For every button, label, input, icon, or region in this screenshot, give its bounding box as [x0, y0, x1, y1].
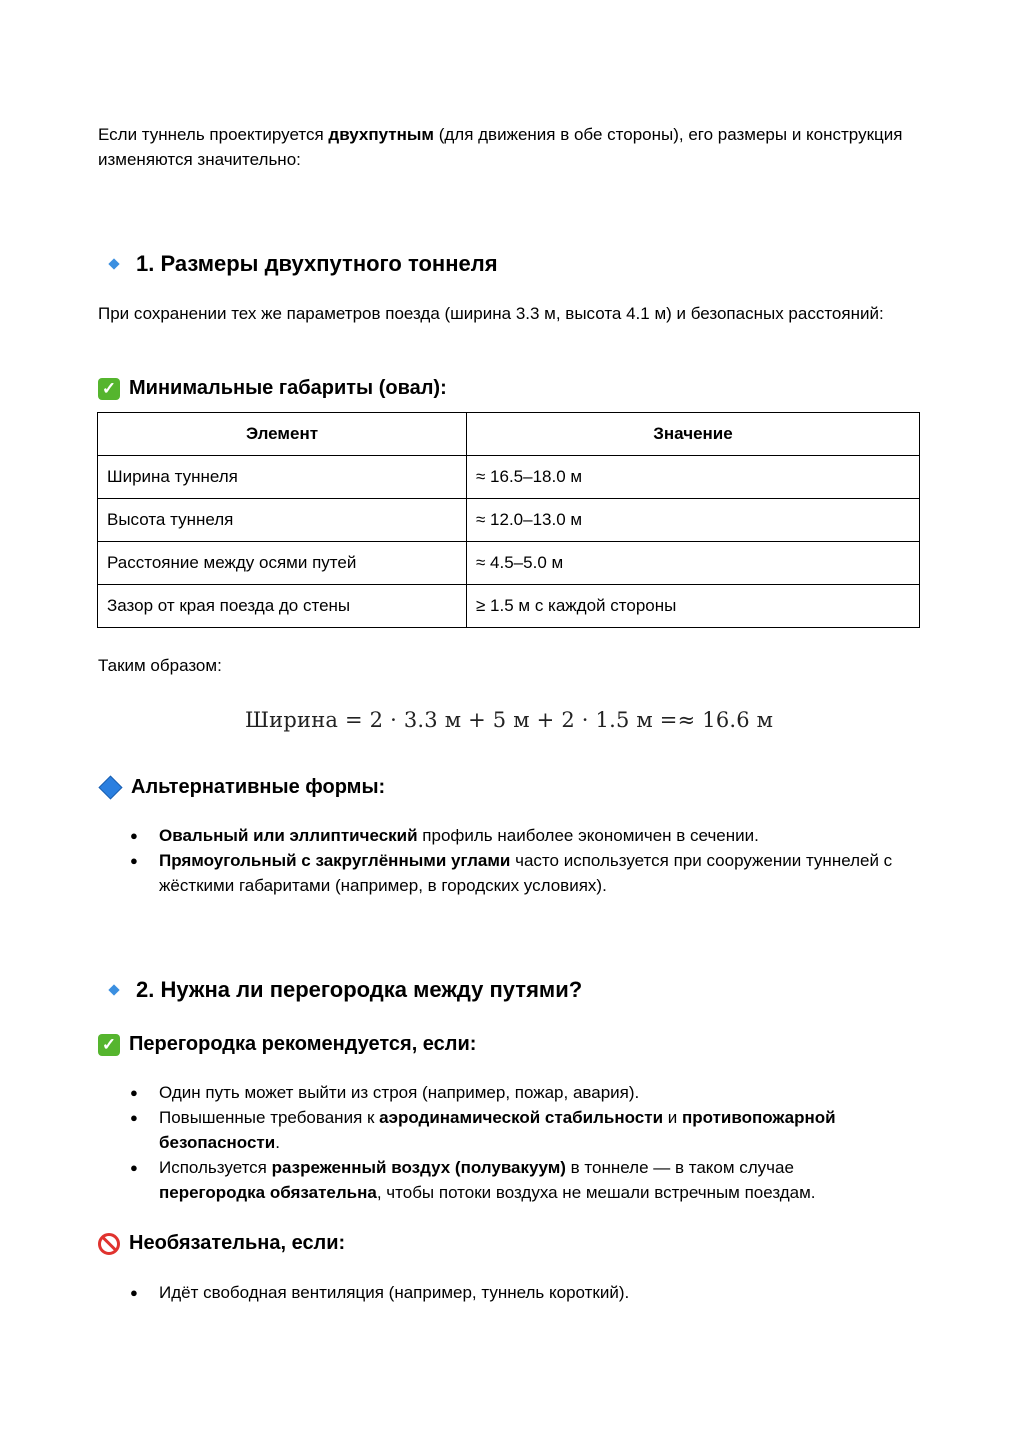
intro-paragraph	[98, 122, 928, 172]
recommended-heading-text: Перегородка рекомендуется, если:	[129, 1033, 477, 1055]
list-item-text: .	[275, 1133, 280, 1152]
dimensions-subheading	[98, 377, 447, 400]
list-item	[98, 848, 898, 898]
table-row	[98, 585, 920, 628]
list-item-text: в тоннеле — в таком случае	[565, 1158, 794, 1177]
dimensions-table	[97, 412, 920, 628]
list-item-text: и	[663, 1108, 682, 1127]
list-item	[98, 1105, 898, 1155]
table-cell: ≥ 1.5 м с каждой стороны	[467, 585, 920, 628]
list-item	[98, 823, 898, 848]
list-item-bold: аэродинамической стабильности	[379, 1108, 664, 1127]
small-blue-diamond-icon	[108, 984, 119, 995]
table-cell: Ширина туннеля	[98, 456, 467, 499]
small-blue-diamond-icon	[108, 258, 119, 269]
table-cell: ≈ 12.0–13.0 м	[467, 499, 920, 542]
table-header-row	[98, 413, 920, 456]
table-cell: Зазор от края поезда до стены	[98, 585, 467, 628]
table-header-cell: Значение	[467, 413, 920, 456]
alternative-forms-heading	[98, 775, 385, 799]
list-item-bold: противопожарной безопасности	[159, 1108, 836, 1152]
alternative-forms-heading-text: Альтернативные формы:	[131, 775, 386, 798]
list-item-text: Один путь может выйти из строя (например, пожар, авария).	[159, 1083, 640, 1102]
dimensions-subheading-text: Минимальные габариты (овал):	[129, 377, 447, 399]
section1-heading	[108, 251, 498, 277]
list-item-bold: разреженный воздух (полувакуум)	[271, 1158, 566, 1177]
list-item-text: Используется	[159, 1158, 272, 1177]
list-item-text: профиль наиболее экономичен в сечении.	[417, 826, 759, 845]
intro-bold: двухпутным	[328, 125, 434, 144]
section2-heading	[108, 977, 582, 1003]
list-item-text: часто используется при сооружении туннелей с жёсткими габаритами (например, в городских условиях).	[159, 851, 893, 895]
intro-text: Если туннель проектируется	[98, 125, 329, 144]
check-mark-icon: ✓	[98, 378, 120, 400]
section2-title: 2. Нужна ли перегородка между путями?	[136, 977, 583, 1002]
optional-list	[98, 1280, 898, 1305]
bullet: ●	[130, 1085, 138, 1100]
list-item	[98, 1155, 898, 1205]
bullet: ●	[130, 828, 138, 843]
recommended-list	[98, 1080, 898, 1205]
check-mark-icon: ✓	[98, 1034, 120, 1056]
intro-text-after: (для движения в обе стороны), его размеры и конструкция изменяются значительно:	[98, 125, 903, 169]
large-blue-diamond-icon	[98, 775, 122, 799]
width-formula: Ширина = 2 · 3.3 м + 5 м + 2 · 1.5 м =≈ 16.6 м	[245, 708, 774, 732]
section1-title: 1. Размеры двухпутного тоннеля	[136, 251, 498, 276]
table-cell: ≈ 16.5–18.0 м	[467, 456, 920, 499]
bullet: ●	[130, 853, 138, 868]
list-item-bold: Овальный или эллиптический	[159, 826, 418, 845]
table-cell: ≈ 4.5–5.0 м	[467, 542, 920, 585]
list-item-text: Повышенные требования к	[159, 1108, 380, 1127]
list-item-text: Идёт свободная вентиляция (например, туннель короткий).	[159, 1283, 630, 1302]
thus-text: Таким образом:	[98, 656, 222, 675]
list-item	[98, 1280, 898, 1305]
optional-heading-text: Необязательна, если:	[129, 1232, 346, 1254]
list-item	[98, 1080, 898, 1105]
alternative-forms-list	[98, 823, 898, 898]
bullet: ●	[130, 1160, 138, 1175]
table-cell: Расстояние между осями путей	[98, 542, 467, 585]
table-row	[98, 499, 920, 542]
table-row	[98, 456, 920, 499]
table-row	[98, 542, 920, 585]
section1-paragraph: При сохранении тех же параметров поезда (ширина 3.3 м, высота 4.1 м) и безопасных расстояний:	[98, 304, 884, 323]
bullet: ●	[130, 1110, 138, 1125]
optional-heading	[98, 1232, 345, 1255]
table-header-cell: Элемент	[98, 413, 467, 456]
recommended-heading	[98, 1033, 476, 1056]
table-cell: Высота туннеля	[98, 499, 467, 542]
bullet: ●	[130, 1285, 138, 1300]
list-item-text: , чтобы потоки воздуха не мешали встречным поездам.	[376, 1183, 816, 1202]
list-item-bold: перегородка обязательна	[159, 1183, 377, 1202]
list-item-bold: Прямоугольный с закруглёнными углами	[159, 851, 511, 870]
no-entry-icon	[98, 1233, 120, 1255]
